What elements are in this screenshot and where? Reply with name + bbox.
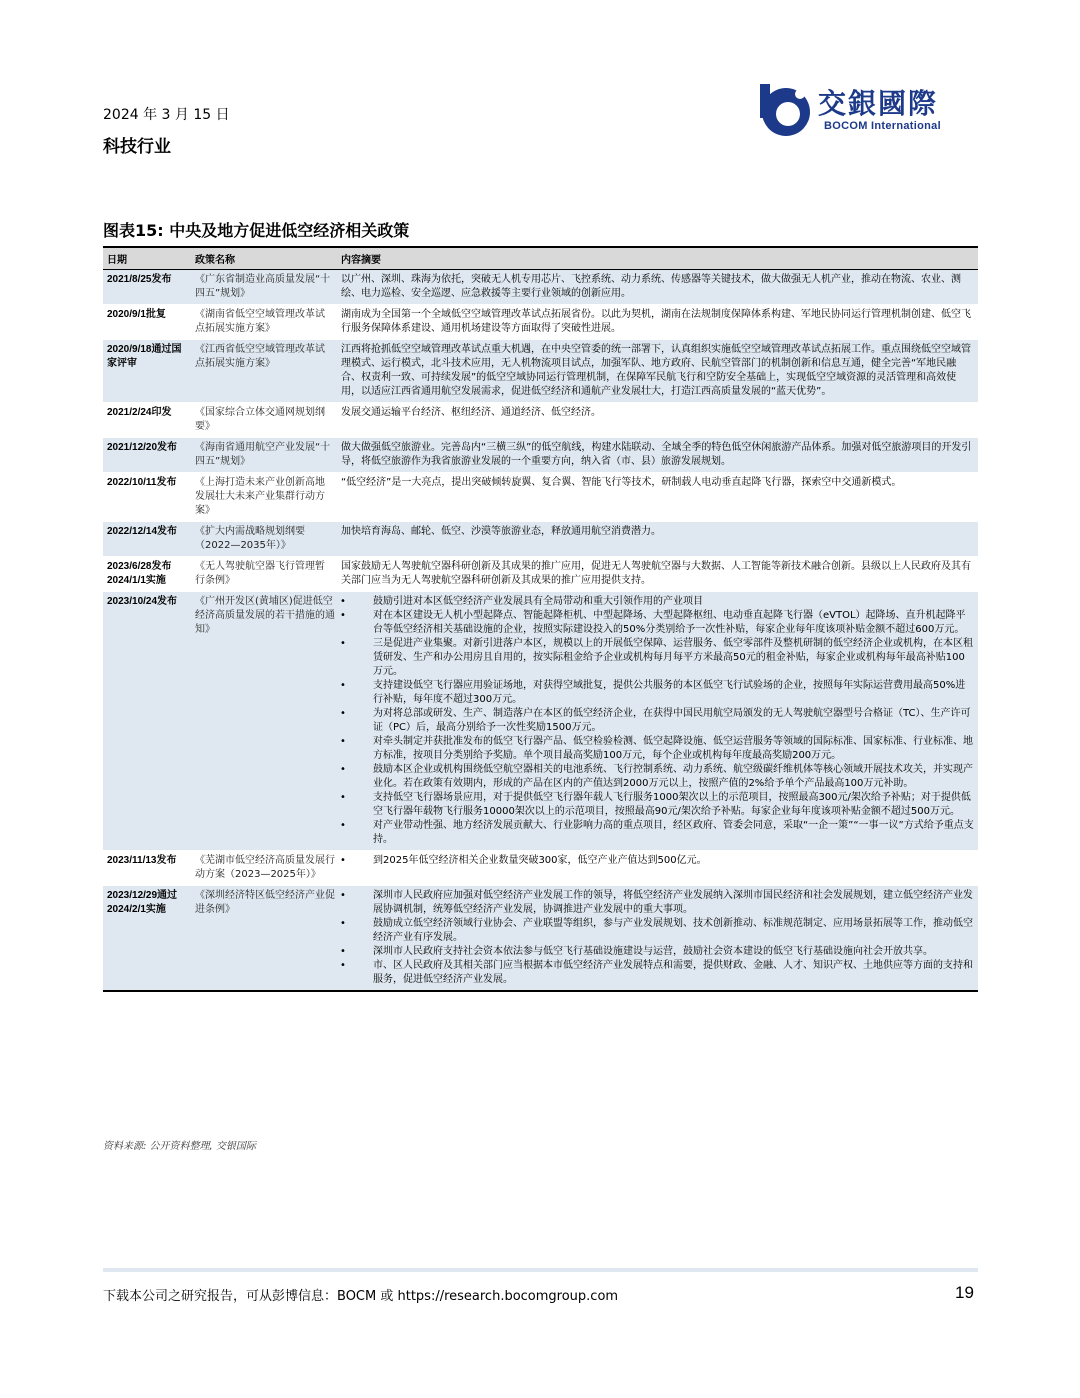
cell-summary (337, 592, 978, 851)
policy-table-body (103, 270, 978, 992)
cell-policy-name: 《湖南省低空空域管理改革试点拓展实施方案》 (191, 305, 337, 340)
summary-bullet-list (341, 889, 974, 987)
table-header-row (103, 247, 978, 270)
summary-bullet-item: • 对产业带动性强、地方经济发展贡献大、行业影响力高的重点项目，经区政府、管委会同意，采取“一企一策”“一事一议”方式给予重点支持。 (341, 819, 974, 847)
summary-text: 加快培育海岛、邮轮、低空、沙漠等旅游业态，释放通用航空消费潜力。 (341, 526, 661, 537)
cell-summary (337, 340, 978, 403)
table-row (103, 305, 978, 340)
summary-bullet-item: • 鼓励引进对本区低空经济产业发展具有全局带动和重大引领作用的产业项目 (341, 595, 974, 609)
company-logo (756, 80, 978, 140)
summary-text: 发展交通运输平台经济、枢纽经济、通道经济、低空经济。 (341, 407, 601, 418)
figure-title: 图表15: 中央及地方促进低空经济相关政策 (103, 221, 410, 240)
table-row (103, 557, 978, 592)
summary-bullet-item: • 鼓励本区企业或机构围绕低空航空器相关的电池系统、飞行控制系统、动力系统、航空级碳纤维机体等核心领域开展技术攻关，并实现产业化。若在政策有效期内，形成的产品在区内的产值达到2000万元以上，按照产值的2%给予单个产品最高100万元补助。 (341, 763, 974, 791)
cell-date: 2022/12/14发布 (103, 522, 191, 557)
cell-policy-name: 《江西省低空空域管理改革试点拓展实施方案》 (191, 340, 337, 403)
cell-summary (337, 305, 978, 340)
cell-summary (337, 886, 978, 992)
summary-bullet-item: • 深圳市人民政府支持社会资本依法参与低空飞行基础设施建设与运营，鼓励社会资本建设的低空飞行基础设施向社会开放共享。 (341, 945, 974, 959)
table-row (103, 851, 978, 886)
report-date: 2024 年 3 月 15 日 (103, 107, 230, 123)
cell-date: 2021/2/24印发 (103, 403, 191, 438)
footer-divider (103, 1268, 978, 1272)
cell-policy-name: 《无人驾驶航空器飞行管理暂行条例》 (191, 557, 337, 592)
cell-policy-name: 《广州开发区(黄埔区)促进低空经济高质量发展的若干措施的通知》 (191, 592, 337, 851)
cell-policy-name: 《深圳经济特区低空经济产业促进条例》 (191, 886, 337, 992)
summary-bullet-list (341, 854, 974, 868)
table-row (103, 473, 978, 522)
summary-bullet-item: • 市、区人民政府及其相关部门应当根据本市低空经济产业发展特点和需要，提供财政、金融、人才、知识产权、土地供应等方面的支持和服务，促进低空经济产业发展。 (341, 959, 974, 987)
cell-date: 2020/9/18通过国家评审 (103, 340, 191, 403)
cell-summary (337, 438, 978, 473)
source-note: 资料来源: 公开资料整理, 交银国际 (103, 1141, 256, 1152)
cell-date: 2023/11/13发布 (103, 851, 191, 886)
cell-summary (337, 403, 978, 438)
cell-date: 2023/6/28发布 2024/1/1实施 (103, 557, 191, 592)
column-header-summary: 内容摘要 (337, 247, 978, 270)
table-row (103, 592, 978, 851)
summary-text: 湖南成为全国第一个全域低空空域管理改革试点拓展省份。以此为契机，湖南在法规制度保障体系构建、军地民协同运行管理机制创建、低空飞行服务保障体系建设、通用机场建设等方面取得了突破性进展。 (341, 309, 971, 334)
column-header-policy-name: 政策名称 (191, 247, 337, 270)
summary-bullet-list (341, 595, 974, 847)
cell-date: 2020/9/1批复 (103, 305, 191, 340)
cell-date: 2023/10/24发布 (103, 592, 191, 851)
summary-text: 以广州、深圳、珠海为依托，突破无人机专用芯片、飞控系统、动力系统、传感器等关键技术，做大做强无人机产业，推动在物流、农业、测绘、电力巡检、安全巡逻、应急救援等主要行业领域的创新应用。 (341, 274, 961, 299)
cell-policy-name: 《上海打造未来产业创新高地发展壮大未来产业集群行动方案》 (191, 473, 337, 522)
cell-summary (337, 473, 978, 522)
policy-table (103, 246, 978, 992)
report-sector: 科技行业 (103, 137, 171, 157)
table-row (103, 438, 978, 473)
column-header-date: 日期 (103, 247, 191, 270)
summary-text: “低空经济”是一大亮点，提出突破倾转旋翼、复合翼、智能飞行等技术，研制载人电动垂直起降飞行器，探索空中交通新模式。 (341, 477, 902, 488)
page-number: 19 (955, 1283, 974, 1302)
summary-bullet-item: • 支持建设低空飞行器应用验证场地，对获得空域批复，提供公共服务的本区低空飞行试验场的企业，按照每年实际运营费用最高50%进行补贴，每年度不超过300万元。 (341, 679, 974, 707)
summary-bullet-item: • 支持低空飞行器场景应用，对于提供低空飞行器年载人飞行服务1000架次以上的示范项目，按照最高300元/架次给予补贴；对于提供低空飞行器年载物飞行服务10000架次以上的示范项目，按照最高90元/架次给予补贴。每家企业每年度该项补贴金额不超过500万元。 (341, 791, 974, 819)
summary-bullet-item: • 三是促进产业集聚。对新引进落户本区，规模以上的开展低空保障、运营服务、低空零部件及整机研制的低空经济企业或机构，在本区租赁研发、生产和办公用房且自用的，按实际租金给予企业或机构每月每平方米最高50元的租金补贴，每家企业或机构每年最高补贴100万元。 (341, 637, 974, 679)
cell-summary (337, 522, 978, 557)
summary-bullet-item: • 深圳市人民政府应加强对低空经济产业发展工作的领导，将低空经济产业发展纳入深圳市国民经济和社会发展规划，建立低空经济产业发展协调机制，统筹低空经济产业发展，协调推进产业发展中的重大事项。 (341, 889, 974, 917)
cell-policy-name: 《广东省制造业高质量发展“十四五”规划》 (191, 270, 337, 305)
cell-date: 2021/8/25发布 (103, 270, 191, 305)
bocom-logo-icon (756, 80, 812, 138)
cell-summary (337, 851, 978, 886)
table-row (103, 403, 978, 438)
table-row (103, 340, 978, 403)
summary-bullet-item: • 鼓励成立低空经济领域行业协会、产业联盟等组织，参与产业发展规划、技术创新推动、标准规范制定、应用场景拓展等工作，推动低空经济产业有序发展。 (341, 917, 974, 945)
cell-summary (337, 557, 978, 592)
summary-text: 做大做强低空旅游业。完善岛内“三横三纵”的低空航线，构建水陆联动、全域全季的特色低空休闲旅游产品体系。加强对低空旅游项目的开发引导，将低空旅游作为我省旅游业发展的一个重要方向，纳入省（市、县）旅游发展规划。 (341, 442, 972, 467)
cell-date: 2021/12/20发布 (103, 438, 191, 473)
cell-policy-name: 《国家综合立体交通网规划纲要》 (191, 403, 337, 438)
cell-policy-name: 《海南省通用航空产业发展“十四五”规划》 (191, 438, 337, 473)
summary-bullet-item: • 到2025年低空经济相关企业数量突破300家，低空产业产值达到500亿元。 (341, 854, 974, 868)
cell-date: 2023/12/29通过 2024/2/1实施 (103, 886, 191, 992)
cell-policy-name: 《芜湖市低空经济高质量发展行动方案（2023—2025年）》 (191, 851, 337, 886)
cell-summary (337, 270, 978, 305)
cell-policy-name: 《扩大内需战略规划纲要（2022—2035年）》 (191, 522, 337, 557)
summary-text: 国家鼓励无人驾驶航空器科研创新及其成果的推广应用，促进无人驾驶航空器与大数据、人工智能等新技术融合创新。县级以上人民政府及其有关部门应当为无人驾驶航空器科研创新及其成果的推广应用提供支持。 (341, 561, 971, 586)
cell-date: 2022/10/11发布 (103, 473, 191, 522)
table-row (103, 522, 978, 557)
summary-bullet-item: • 对在本区建设无人机小型起降点、智能起降柜机、中型起降场、大型起降枢纽、电动垂直起降飞行器（eVTOL）起降场、直升机起降平台等低空经济相关基础设施的企业，按照实际建设投入的50%分类别给予一次性补贴，每家企业每年度该项补贴金额不超过600万元。 (341, 609, 974, 637)
summary-bullet-item: • 为对将总部或研发、生产、制造落户在本区的低空经济企业，在获得中国民用航空局颁发的无人驾驶航空器型号合格证（TC）、生产许可证（PC）后，最高分别给予一次性奖励1500万元。 (341, 707, 974, 735)
table-row (103, 270, 978, 305)
footer-download-note: 下载本公司之研究报告，可从彭博信息：BOCM 或 https://research.bocomgroup.com (103, 1289, 619, 1304)
logo-chinese-text: 交銀國際 (818, 87, 939, 120)
logo-english-text: BOCOM International (824, 120, 941, 132)
summary-text: 江西将抢抓低空空域管理改革试点重大机遇，在中央空管委的统一部署下，认真组织实施低空空域管理改革试点拓展工作。重点围绕低空空域管理模式、运行模式，北斗技术应用，无人机物流项目试点，加强军队、地方政府、民航空管部门的机制创新和信息互通，健全完善“军地民融合、权责利一致、可持续发展”的低空空域协同运行管理机制，在保障军民航飞行和空防安全基础上，实现低空空域资源的灵活管理和高效使用，以适应江西省通用航空发展需求，促进低空经济和通航产业发展壮大，打造江西高质量发展的“蓝天优势”。 (341, 344, 971, 397)
summary-bullet-item: • 对牵头制定并获批准发布的低空飞行器产品、低空检验检测、低空起降设施、低空运营服务等领域的国际标准、国家标准、行业标准、地方标准，按项目分类别给予奖励。单个项目最高奖励100万元，每个企业或机构每年度最高奖励200万元。 (341, 735, 974, 763)
table-row (103, 886, 978, 992)
